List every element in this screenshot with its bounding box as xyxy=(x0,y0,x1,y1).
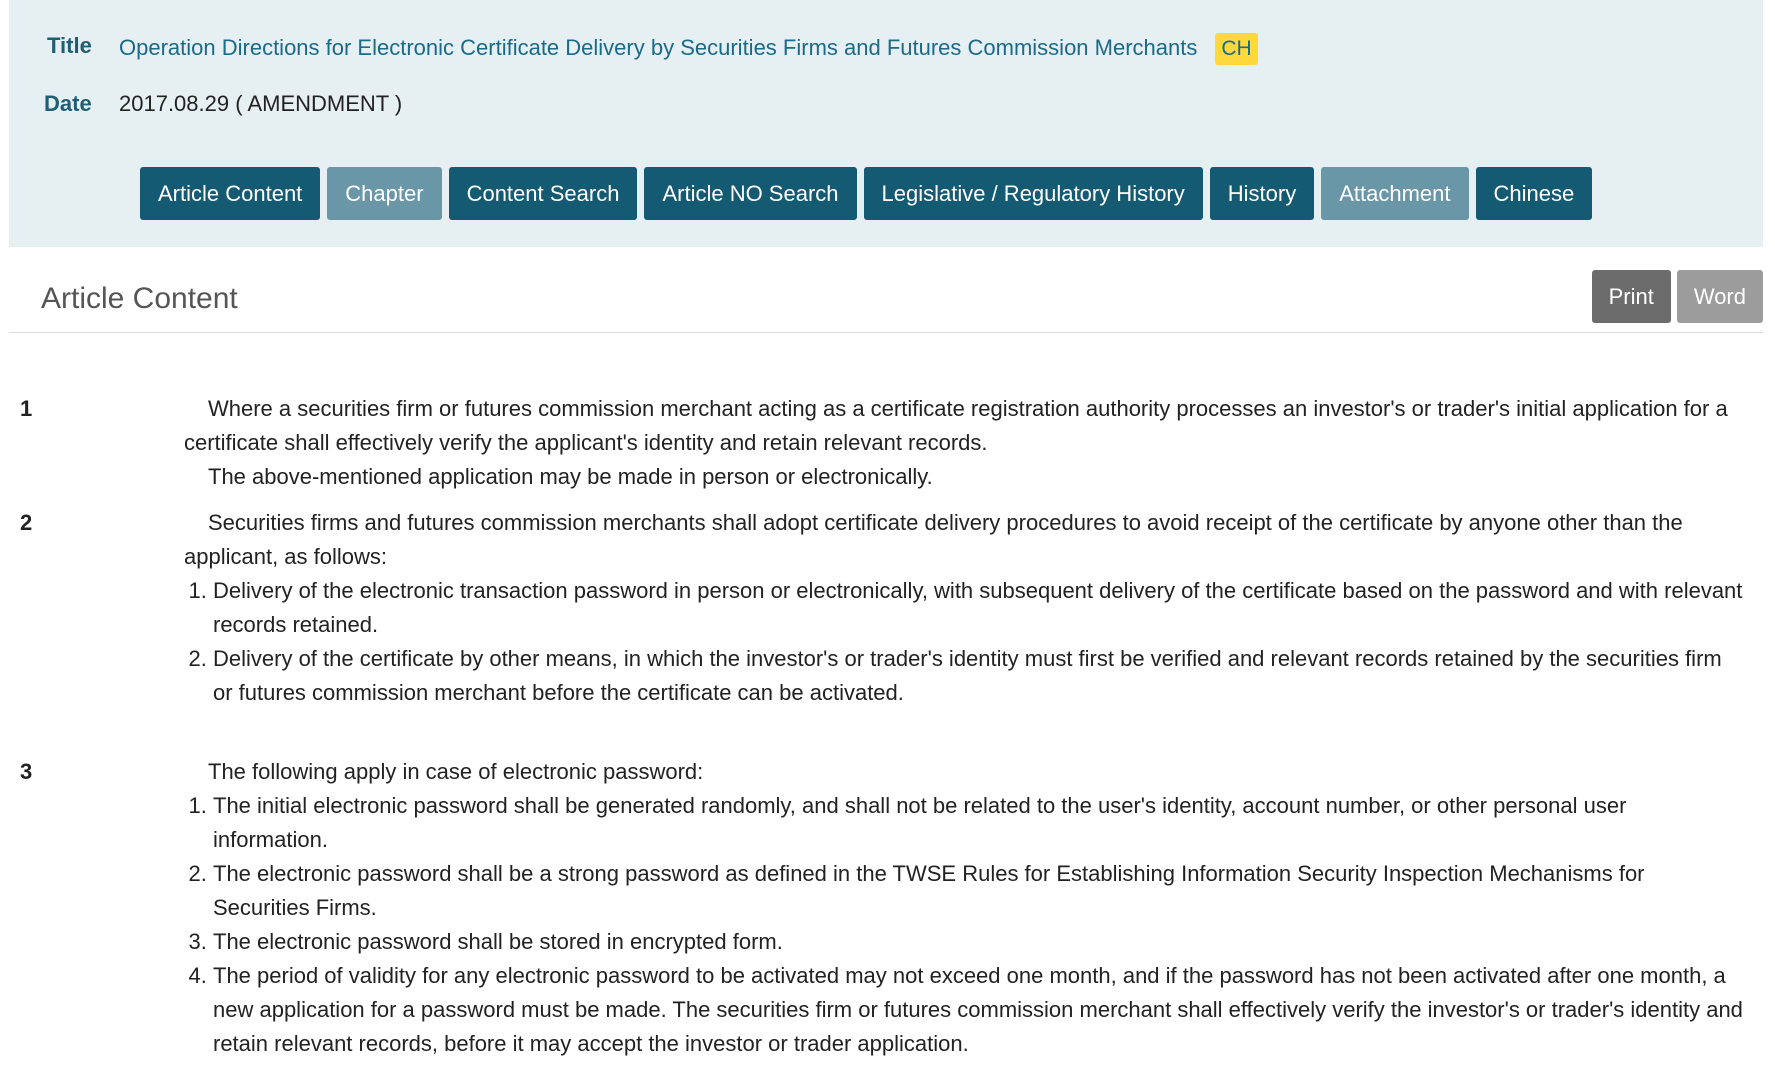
article-item: 4. The period of validity for any electronic password to be activated may not exceed one month, and if the password has not been activated after one month, a new application for a password must be made. The securities firm or futures commission merchant shall effectively verify the investor's or trader's identity and retain relevant records, before it may accept the investor or trader application. xyxy=(213,959,1744,1061)
article-list xyxy=(0,392,1775,1061)
tab-article-content[interactable]: Article Content xyxy=(140,167,320,220)
title-label: Title xyxy=(47,33,92,58)
tab-chapter[interactable]: Chapter xyxy=(327,167,441,220)
tab-chinese[interactable]: Chinese xyxy=(1476,167,1593,220)
article-paragraph: The following apply in case of electronic password: xyxy=(208,759,704,784)
article-body xyxy=(184,755,1744,1061)
tab-article-no-search[interactable]: Article NO Search xyxy=(644,167,856,220)
article-item-list xyxy=(184,574,1744,710)
tab-content-search[interactable]: Content Search xyxy=(449,167,638,220)
article-body xyxy=(184,392,1744,494)
article-item: 1. Delivery of the electronic transaction password in person or electronically, with subsequent delivery of the certificate based on the password and with relevant records retained. xyxy=(213,574,1744,642)
article-number[interactable]: 2 xyxy=(20,510,33,535)
tab-history[interactable]: History xyxy=(1210,167,1314,220)
law-header-panel xyxy=(9,0,1763,247)
article-paragraph: Where a securities firm or futures commission merchant acting as a certificate registration authority processes an investor's or trader's initial application for a certificate shall effectively verify the applicant's identity and retain relevant records. xyxy=(184,396,1728,455)
print-button[interactable]: Print xyxy=(1592,270,1671,323)
language-badge[interactable]: CH xyxy=(1215,33,1257,65)
article-item: 2. The electronic password shall be a strong password as defined in the TWSE Rules for Establishing Information Security Inspection Mechanisms for Securities Firms. xyxy=(213,857,1744,925)
article-item: 2. Delivery of the certificate by other means, in which the investor's or trader's identity must first be verified and relevant records retained by the securities firm or futures commission merchant before the certificate can be activated. xyxy=(213,642,1744,710)
article xyxy=(0,506,1775,710)
article-paragraph: The above-mentioned application may be made in person or electronically. xyxy=(208,464,933,489)
article-number[interactable]: 1 xyxy=(20,396,33,421)
article-body xyxy=(184,506,1744,710)
law-title-text[interactable]: Operation Directions for Electronic Certificate Delivery by Securities Firms and Futures Commission Merchants xyxy=(119,35,1198,60)
date-label: Date xyxy=(44,91,92,116)
article xyxy=(0,755,1775,1061)
law-title[interactable] xyxy=(119,33,1258,65)
article-item: 1. The initial electronic password shall be generated randomly, and shall not be related to the user's identity, account number, or other personal user information. xyxy=(213,789,1744,857)
date-value: 2017.08.29 ( AMENDMENT ) xyxy=(119,91,403,116)
tab-legislative-history[interactable]: Legislative / Regulatory History xyxy=(864,167,1203,220)
section-title: Article Content xyxy=(41,282,238,315)
article-paragraph: Securities firms and futures commission merchants shall adopt certificate delivery procedures to avoid receipt of the certificate by anyone other than the applicant, as follows: xyxy=(184,510,1683,569)
section-header xyxy=(9,270,1763,333)
article xyxy=(0,392,1775,494)
word-button[interactable]: Word xyxy=(1677,270,1763,323)
article-item-list xyxy=(184,789,1744,1061)
export-button-group xyxy=(1592,270,1763,323)
tab-bar xyxy=(140,167,1592,220)
article-number[interactable]: 3 xyxy=(20,759,33,784)
tab-attachment[interactable]: Attachment xyxy=(1321,167,1468,220)
article-item: 3. The electronic password shall be stored in encrypted form. xyxy=(213,925,1744,959)
